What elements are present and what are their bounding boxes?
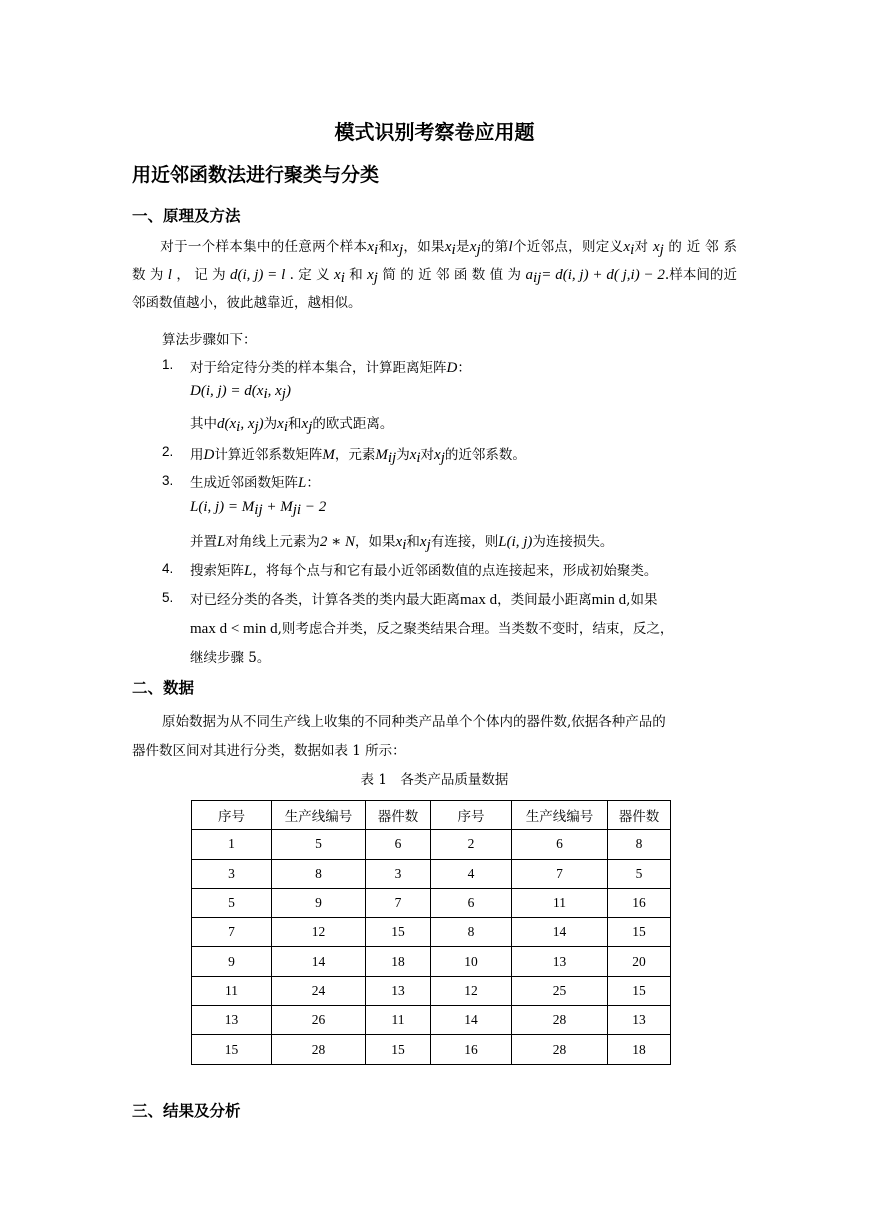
table-cell: 18 — [366, 947, 431, 976]
table-row — [192, 976, 671, 1005]
table-cell: 15 — [366, 918, 431, 947]
table-cell: 26 — [272, 1006, 366, 1035]
table-cell: 6 — [512, 830, 608, 859]
table-cell: 5 — [192, 888, 272, 917]
step5-text-line1: 对已经分类的各类，计算各类的类内最大距离max d，类间最小距离min d,如果 — [190, 592, 658, 608]
table-cell: 10 — [431, 947, 512, 976]
table-row — [192, 1006, 671, 1035]
table-cell: 16 — [608, 888, 671, 917]
table-cell: 7 — [366, 888, 431, 917]
table-cell: 28 — [512, 1035, 608, 1064]
table-cell: 15 — [608, 918, 671, 947]
document-title: 模式识别考察卷应用题 — [334, 120, 535, 144]
principle-paragraph: 对于一个样本集中的任意两个样本$x_i$和$x_j$，如果$x_i$是$x_j$的第l个近邻点，则定义$x_i$对 $x_j$ 的 近 邻 系 数 为 l ， 记 为 d(i, j) = l . 定 义 $x_i$ 和 $x_j$ 简 的 近 邻 函 数 值 为 $a_{ij}= d(i$, j) + d( j,i) − 2.样本间的近邻函数值越小，彼此越靠近，越相似。 — [132, 239, 738, 311]
step-number: 5. — [162, 590, 174, 605]
table-cell: 8 — [272, 859, 366, 888]
table-cell: 13 — [192, 1006, 272, 1035]
table-cell: 9 — [192, 947, 272, 976]
table-cell: 25 — [512, 976, 608, 1005]
table-cell: 5 — [272, 830, 366, 859]
problem-title: 用近邻函数法进行聚类与分类 — [132, 164, 380, 186]
table-cell: 14 — [512, 918, 608, 947]
step3-text: 生成近邻函数矩阵L： — [190, 475, 320, 491]
table-cell: 18 — [608, 1035, 671, 1064]
table-cell: 13 — [366, 976, 431, 1005]
step-number: 4. — [162, 561, 174, 576]
table-cell: 1 — [192, 830, 272, 859]
table-cell: 15 — [192, 1035, 272, 1064]
data-paragraph-line2: 器件数区间对其进行分类，数据如表 1 所示： — [132, 743, 406, 759]
table-row — [192, 830, 671, 859]
table-cell: 28 — [272, 1035, 366, 1064]
step5-text-line2: max d < min d,则考虑合并类，反之聚类结果合理。当类数不变时，结束，反之， — [190, 621, 674, 637]
section-heading-data: 二、数据 — [132, 679, 195, 697]
table-cell: 6 — [366, 830, 431, 859]
section-heading-results: 三、结果及分析 — [132, 1102, 241, 1120]
table-cell: 24 — [272, 976, 366, 1005]
step-number: 1. — [162, 357, 174, 372]
data-paragraph-line1: 原始数据为从不同生产线上收集的不同种类产品单个个体内的器件数,依据各种产品的 — [162, 714, 666, 730]
table-cell: 11 — [512, 888, 608, 917]
table-row — [192, 859, 671, 888]
table-row — [192, 888, 671, 917]
step5-text-line3: 继续步骤 5。 — [190, 650, 271, 666]
step-number: 2. — [162, 444, 174, 459]
step4-text: 搜索矩阵L，将每个点与和它有最小近邻函数值的点连接起来，形成初始聚类。 — [190, 563, 658, 579]
header-cell: 序号 — [431, 801, 512, 830]
table-cell: 13 — [608, 1006, 671, 1035]
product-data-table — [191, 800, 671, 1065]
table-cell: 12 — [431, 976, 512, 1005]
table-cell: 15 — [366, 1035, 431, 1064]
table-cell: 13 — [512, 947, 608, 976]
table-cell: 8 — [431, 918, 512, 947]
table-row — [192, 1035, 671, 1064]
header-cell: 生产线编号 — [272, 801, 366, 830]
table-header-row — [192, 801, 671, 830]
header-cell: 生产线编号 — [512, 801, 608, 830]
header-cell: 器件数 — [608, 801, 671, 830]
step2-text: 用D计算近邻系数矩阵M，元素$M_{ij}$为$x_i$对$x_j$的近邻系数。 — [190, 447, 526, 466]
section-heading-principle: 一、原理及方法 — [132, 207, 241, 225]
table-cell: 7 — [512, 859, 608, 888]
table-cell: 2 — [431, 830, 512, 859]
table-cell: 7 — [192, 918, 272, 947]
step1-formula: D(i, $j) = d(x_i$, $x_j$) — [190, 383, 291, 402]
table-cell: 3 — [192, 859, 272, 888]
table-cell: 6 — [431, 888, 512, 917]
step3-note: 并置L对角线上元素为2 ∗ N，如果$x_i$和$x_j$有连接，则L(i, j)为连接损失。 — [190, 534, 614, 553]
step1-note: 其中$d(x_i$, $x_j$)为$x_i$和$x_j$的欧式距离。 — [190, 416, 394, 435]
steps-intro: 算法步骤如下： — [162, 332, 257, 348]
table-caption: 表 1 各类产品质量数据 — [360, 772, 509, 788]
table-cell: 12 — [272, 918, 366, 947]
step-number: 3. — [162, 473, 174, 488]
table-cell: 3 — [366, 859, 431, 888]
table-cell: 9 — [272, 888, 366, 917]
table-cell: 28 — [512, 1006, 608, 1035]
table-cell: 20 — [608, 947, 671, 976]
header-cell: 器件数 — [366, 801, 431, 830]
table-cell: 5 — [608, 859, 671, 888]
table-cell: 8 — [608, 830, 671, 859]
table-cell: 16 — [431, 1035, 512, 1064]
table-cell: 11 — [366, 1006, 431, 1035]
table-cell: 14 — [431, 1006, 512, 1035]
table-row — [192, 918, 671, 947]
table-cell: 11 — [192, 976, 272, 1005]
table-cell: 4 — [431, 859, 512, 888]
step1-text: 对于给定待分类的样本集合，计算距离矩阵D： — [190, 360, 471, 376]
table-cell: 14 — [272, 947, 366, 976]
header-cell: 序号 — [192, 801, 272, 830]
table-cell: 15 — [608, 976, 671, 1005]
step3-formula: L(i, $j) = M_{ij} + M_{ji} - 2$ — [190, 499, 327, 518]
table-row — [192, 947, 671, 976]
